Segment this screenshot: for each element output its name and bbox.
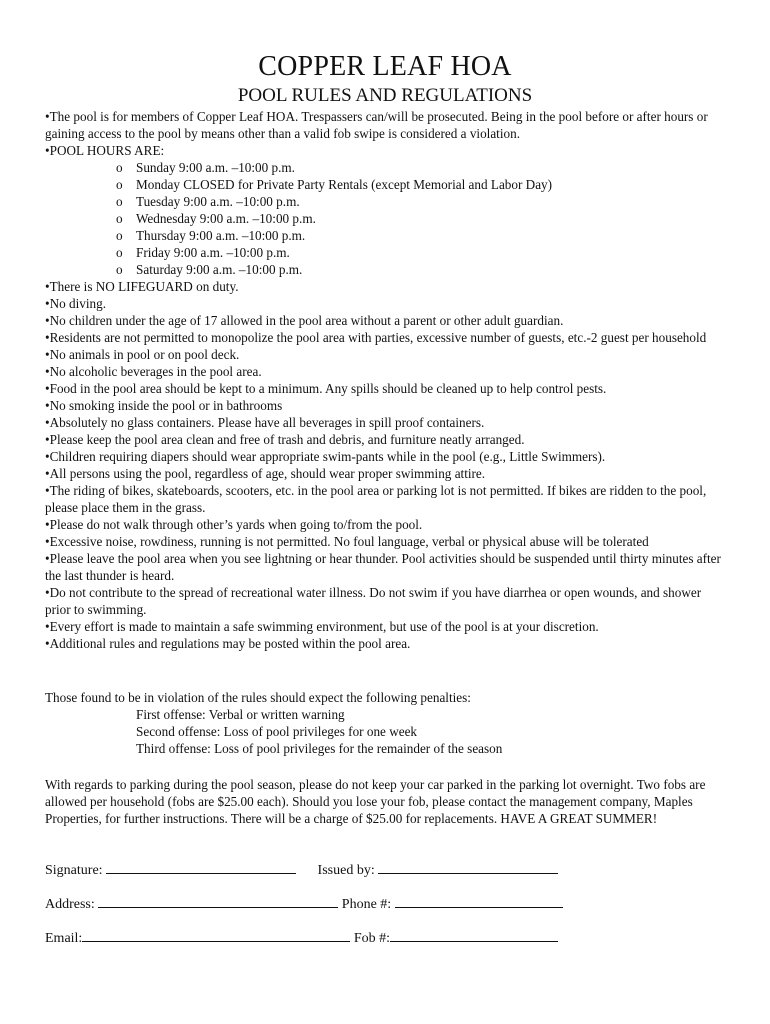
penalty-third: Third offense: Loss of pool privileges for the remainder of the season [136, 741, 503, 756]
hours-item [45, 159, 725, 176]
hours-item [45, 227, 725, 244]
address-row [45, 894, 563, 914]
hours-item [45, 261, 725, 278]
hours-text: Friday 9:00 a.m. –10:00 p.m. [136, 245, 290, 260]
rules-section [45, 108, 725, 652]
rule-item: •No diving. [45, 296, 107, 311]
hours-text: Tuesday 9:00 a.m. –10:00 p.m. [136, 194, 300, 209]
document-title: COPPER LEAF HOA [258, 51, 512, 82]
email-field[interactable] [82, 928, 350, 942]
hours-item [45, 176, 725, 193]
parking-text: With regards to parking during the pool season, please do not keep your car parked in the parking lot overnight. Two fobs are allowed per household (fobs are $25.00 each). Should you lose your fob, please contact the management company, Maples Properties, for further instructions. There will be a charge of $25.00 for replacements. HAVE A GREAT SUMMER! [45, 777, 706, 826]
rule-item: •No children under the age of 17 allowed in the pool area without a parent or other adult guardian. [45, 313, 564, 328]
email-row [45, 928, 558, 948]
rule-item: •Food in the pool area should be kept to a minimum. Any spills should be cleaned up to help control pests. [45, 381, 607, 396]
pool-hours-list [45, 159, 725, 278]
penalty-first: First offense: Verbal or written warning [136, 707, 345, 722]
rule-item: •Children requiring diapers should wear appropriate swim-pants while in the pool (e.g., Little Swimmers). [45, 449, 606, 464]
fob-label: Fob #: [353, 931, 391, 946]
hours-item [45, 193, 725, 210]
phone-field[interactable] [395, 894, 563, 908]
rule-item: •There is NO LIFEGUARD on duty. [45, 279, 239, 294]
parking-section [45, 776, 725, 827]
hours-text: Wednesday 9:00 a.m. –10:00 p.m. [136, 211, 316, 226]
rule-item: •Please keep the pool area clean and free of trash and debris, and furniture neatly arranged. [45, 432, 525, 447]
rule-item: •Please leave the pool area when you see lightning or hear thunder. Pool activities should be suspended until thirty minutes after the last thunder is heard. [45, 551, 721, 583]
hours-bullet: o [116, 245, 123, 260]
hours-text: Sunday 9:00 a.m. –10:00 p.m. [136, 160, 295, 175]
rule-item: •Excessive noise, rowdiness, running is not permitted. No foul language, verbal or physical abuse will be tolerated [45, 534, 649, 549]
address-field[interactable] [98, 894, 338, 908]
rule-item: •No animals in pool or on pool deck. [45, 347, 240, 362]
hours-item [45, 244, 725, 261]
penalties-section [45, 689, 725, 757]
penalties-intro: Those found to be in violation of the rules should expect the following penalties: [45, 690, 471, 705]
rule-item: •Additional rules and regulations may be posted within the pool area. [45, 636, 411, 651]
issued-by-field[interactable] [378, 860, 558, 874]
rule-item: •No alcoholic beverages in the pool area. [45, 364, 262, 379]
hours-bullet: o [116, 160, 123, 175]
rule-item: •Please do not walk through other’s yards when going to/from the pool. [45, 517, 423, 532]
rule-item: •The riding of bikes, skateboards, scooters, etc. in the pool area or parking lot is not permitted. If bikes are ridden to the pool, please place them in the grass. [45, 483, 707, 515]
phone-label: Phone #: [341, 897, 392, 912]
hours-bullet: o [116, 262, 123, 277]
signature-field[interactable] [106, 860, 296, 874]
rule-item: •Absolutely no glass containers. Please have all beverages in spill proof containers. [45, 415, 485, 430]
document-subtitle: POOL RULES AND REGULATIONS [237, 85, 533, 106]
rule-item: •Residents are not permitted to monopolize the pool area with parties, excessive number of guests, etc.-2 guest per household [45, 330, 707, 345]
hours-item [45, 210, 725, 227]
issued-by-label: Issued by: [317, 863, 375, 878]
rule-intro: •The pool is for members of Copper Leaf HOA. Trespassers can/will be prosecuted. Being in the pool before or after hours or gaining access to the pool by means other than a valid fob swipe is considered a violation. [45, 109, 708, 141]
hours-bullet: o [116, 211, 123, 226]
rule-item: •All persons using the pool, regardless of age, should wear proper swimming attire. [45, 466, 486, 481]
signature-row [45, 860, 558, 880]
rule-item: •No smoking inside the pool or in bathrooms [45, 398, 283, 413]
penalty-second: Second offense: Loss of pool privileges for one week [136, 724, 418, 739]
hours-bullet: o [116, 194, 123, 209]
hours-text: Thursday 9:00 a.m. –10:00 p.m. [136, 228, 306, 243]
pool-hours-heading: •POOL HOURS ARE: [45, 143, 165, 158]
hours-bullet: o [116, 228, 123, 243]
hours-bullet: o [116, 177, 123, 192]
rule-item: •Every effort is made to maintain a safe swimming environment, but use of the pool is at your discretion. [45, 619, 599, 634]
address-label: Address: [45, 897, 95, 912]
signature-label: Signature: [45, 863, 103, 878]
hours-text: Saturday 9:00 a.m. –10:00 p.m. [136, 262, 303, 277]
rule-item: •Do not contribute to the spread of recreational water illness. Do not swim if you have diarrhea or open wounds, and shower prior to swimming. [45, 585, 702, 617]
email-label: Email: [45, 931, 83, 946]
hours-text: Monday CLOSED for Private Party Rentals (except Memorial and Labor Day) [136, 177, 553, 192]
fob-field[interactable] [390, 928, 558, 942]
